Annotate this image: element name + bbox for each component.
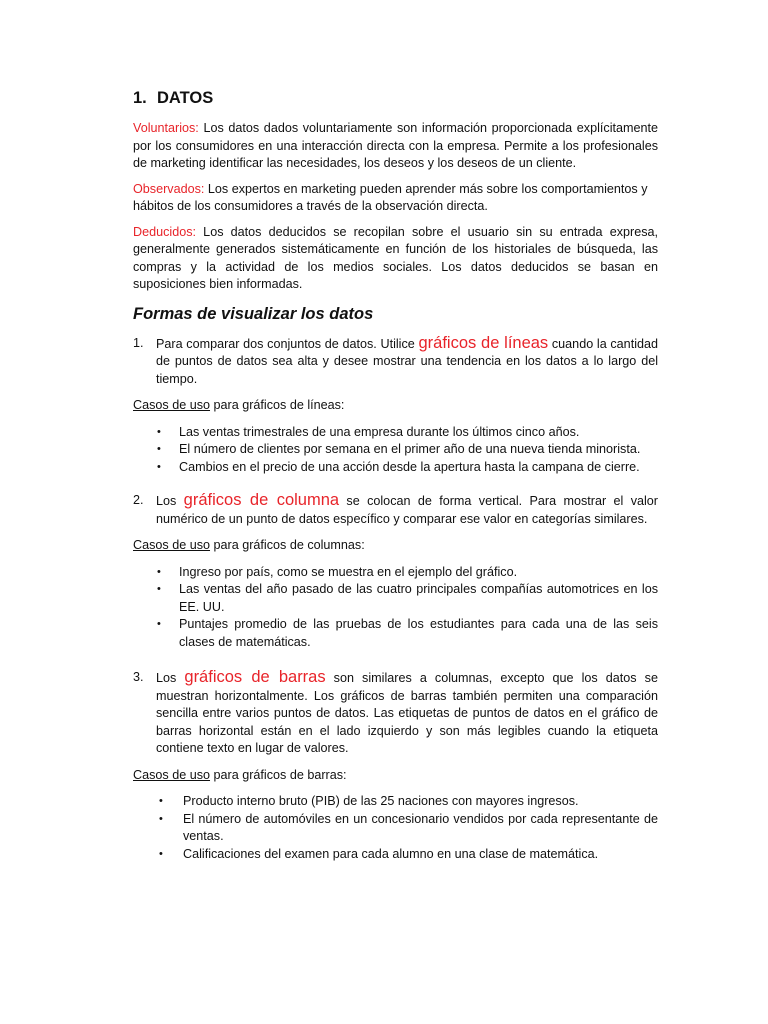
subheading: Formas de visualizar los datos bbox=[133, 304, 374, 323]
bullet-icon: • bbox=[157, 565, 161, 578]
bullet-list bbox=[133, 424, 658, 477]
section-number: 1. bbox=[133, 89, 147, 107]
text-deducidos: Los datos deducidos se recopilan sobre el usuario sin su entrada expresa, generalmente generados sistemáticamente en función de los historiales de búsqueda, las compras y la actividad de los medios sociales. Los datos deducidos se basan en suposiciones bien informadas. bbox=[133, 224, 658, 291]
text-observados: Los expertos en marketing pueden aprender más sobre los comportamientos y hábitos de los consumidores a través de la observación directa. bbox=[133, 181, 648, 213]
paragraph-observados bbox=[133, 181, 658, 216]
list-item-lineas bbox=[133, 335, 658, 389]
item-text-after: cuando la cantidad de puntos de datos sea alta y desee mostrar una tendencia en los datos a lo largo del tiempo. bbox=[156, 336, 658, 386]
usecase-rest: para gráficos de líneas: bbox=[210, 398, 345, 412]
bullet-list bbox=[133, 793, 658, 863]
bullet-text: El número de clientes por semana en el primer año de una nueva tienda minorista. bbox=[179, 442, 641, 456]
bullet-item bbox=[133, 846, 658, 864]
bullet-text: Cambios en el precio de una acción desde la apertura hasta la campana de cierre. bbox=[179, 459, 640, 474]
item-number: 2. bbox=[133, 493, 144, 507]
bullet-item bbox=[133, 616, 658, 651]
usecase-rest: para gráficos de barras: bbox=[210, 767, 347, 782]
bullet-item bbox=[133, 581, 658, 616]
usecase-link[interactable]: Casos de uso bbox=[133, 538, 211, 552]
bullet-list bbox=[133, 564, 658, 652]
item-number: 3. bbox=[133, 670, 144, 684]
bullet-text: Puntajes promedio de las pruebas de los estudiantes para cada una de las seis clases de matemáticas. bbox=[179, 617, 658, 649]
usecase-rest: para gráficos de columnas: bbox=[210, 538, 365, 552]
bullet-text: El número de automóviles en un concesionario vendidos por cada representante de ventas. bbox=[183, 811, 658, 843]
item-text-before: Los bbox=[156, 671, 185, 685]
bullet-icon: • bbox=[159, 812, 163, 825]
paragraph-voluntarios bbox=[133, 120, 658, 173]
bullet-icon: • bbox=[159, 795, 163, 807]
item-text-before: Los bbox=[156, 494, 184, 508]
bullet-icon: • bbox=[157, 583, 161, 595]
list-item-barras bbox=[133, 669, 658, 758]
bullet-item bbox=[133, 564, 658, 582]
item-highlight: gráficos de líneas bbox=[418, 333, 549, 352]
item-highlight: gráficos de columna bbox=[183, 491, 340, 509]
bullet-item bbox=[133, 811, 658, 846]
label-observados: Observados: bbox=[133, 181, 205, 196]
bullet-text: Calificaciones del examen para cada alumno en una clase de matemática. bbox=[183, 846, 599, 861]
bullet-item bbox=[133, 459, 658, 477]
item-number: 1. bbox=[133, 335, 144, 350]
bullet-text: Las ventas del año pasado de las cuatro principales compañías automotrices en los EE. UU. bbox=[179, 582, 658, 614]
usecase-line bbox=[133, 537, 658, 555]
bullet-text: Las ventas trimestrales de una empresa durante los últimos cinco años. bbox=[179, 424, 580, 439]
bullet-text: Producto interno bruto (PIB) de las 25 naciones con mayores ingresos. bbox=[183, 794, 579, 808]
item-text-after: se colocan de forma vertical. Para mostrar el valor numérico de un punto de datos específico y comparar ese valor en categorías similares. bbox=[156, 494, 658, 526]
label-deducidos: Deducidos: bbox=[133, 224, 197, 239]
usecase-link[interactable]: Casos de uso bbox=[133, 398, 211, 412]
list-item-columna bbox=[133, 492, 658, 528]
item-text-before: Para comparar dos conjuntos de datos. Utilice bbox=[156, 336, 419, 351]
section-heading bbox=[133, 88, 658, 108]
bullet-icon: • bbox=[157, 460, 161, 473]
bullet-text: Ingreso por país, como se muestra en el ejemplo del gráfico. bbox=[179, 564, 518, 579]
usecase-line bbox=[133, 397, 658, 415]
section-title: DATOS bbox=[157, 89, 214, 107]
usecase-link[interactable]: Casos de uso bbox=[133, 767, 211, 782]
text-voluntarios: Los datos dados voluntariamente son información proporcionada explícitamente por los consumidores en una interacción directa con la empresa. Permite a los profesionales de marketing identificar las necesidades, los deseos y los deseos de un cliente. bbox=[133, 121, 658, 170]
bullet-icon: • bbox=[159, 847, 163, 860]
paragraph-deducidos bbox=[133, 224, 658, 294]
bullet-icon: • bbox=[157, 425, 161, 438]
bullet-icon: • bbox=[157, 443, 161, 455]
bullet-item bbox=[133, 793, 658, 811]
bullet-item bbox=[133, 441, 658, 459]
document-content bbox=[133, 88, 658, 863]
usecase-line bbox=[133, 767, 658, 785]
label-voluntarios: Voluntarios: bbox=[133, 121, 199, 135]
bullet-icon: • bbox=[157, 618, 161, 630]
item-highlight: gráficos de barras bbox=[184, 668, 326, 686]
item-text-after: son similares a columnas, excepto que los datos se muestran horizontalmente. Los gráficos de barras también permiten una comparación sencilla entre varios puntos de datos. Las etiquetas de puntos de datos en el gráfico de barras horizontal están en el lado izquierdo y son más legibles cuando la etiqueta contiene texto en lugar de valores. bbox=[156, 671, 658, 755]
bullet-item bbox=[133, 424, 658, 442]
